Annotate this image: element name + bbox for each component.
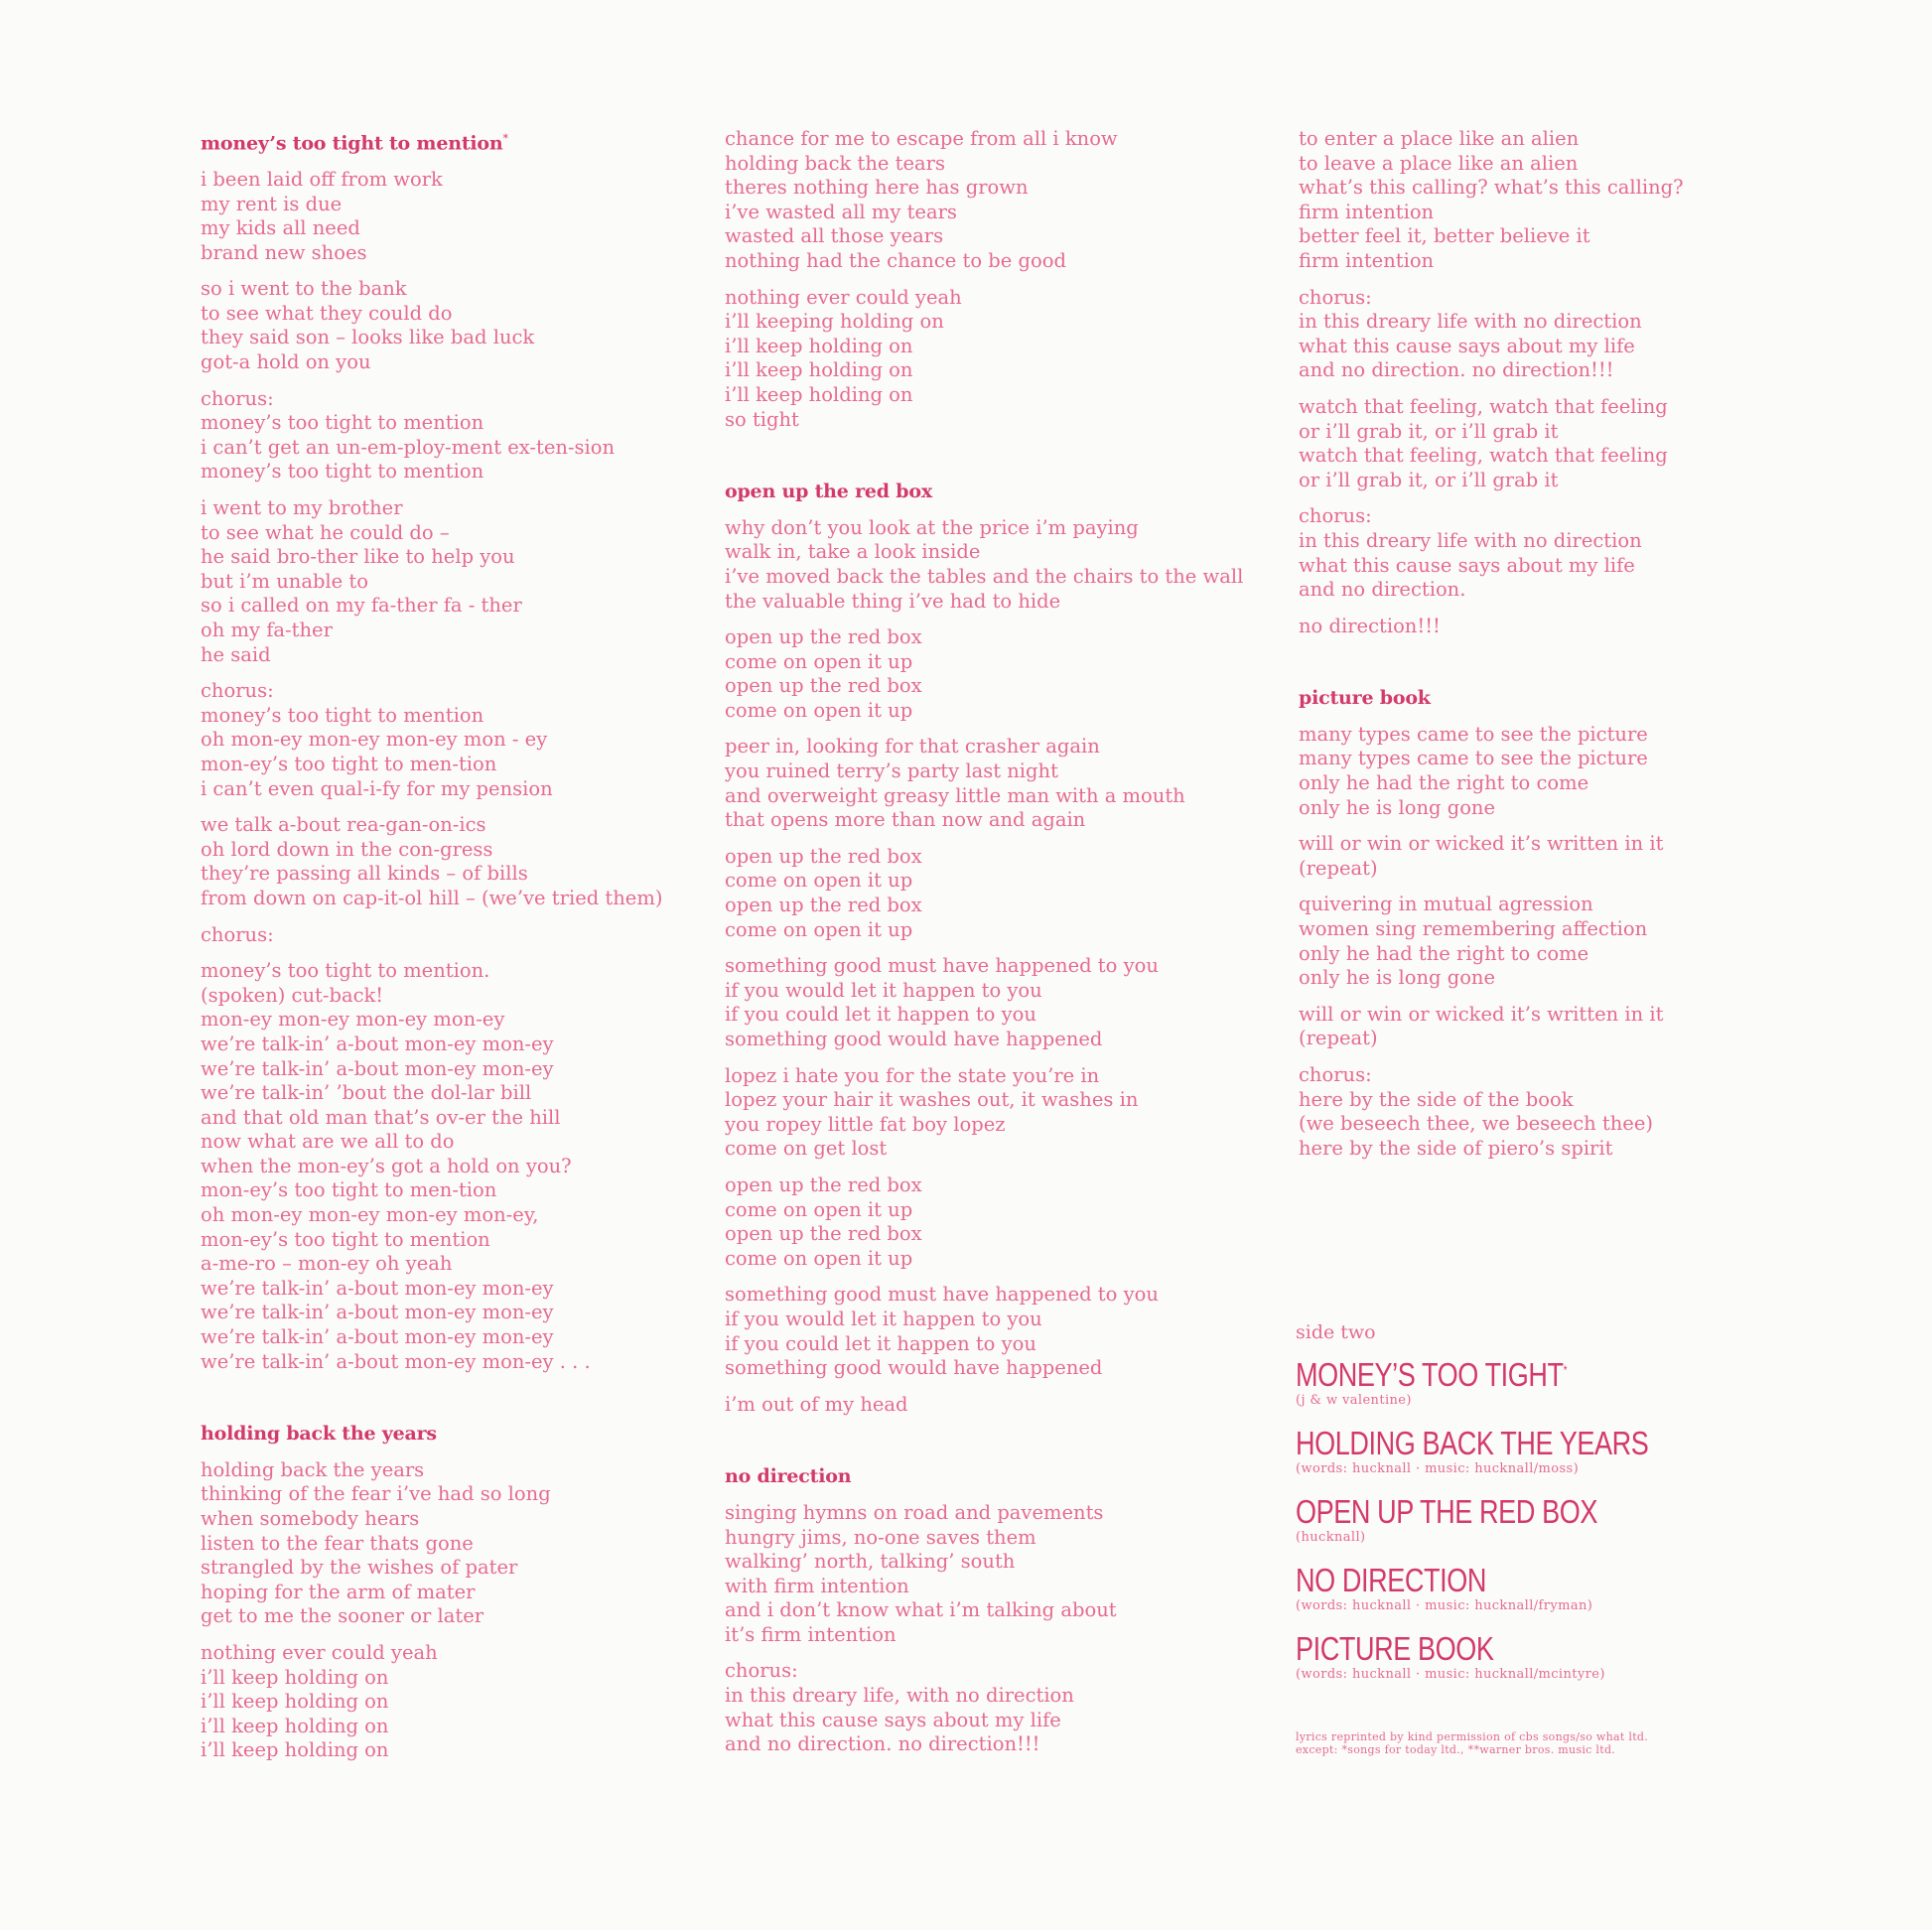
track-list (1296, 1352, 1713, 1683)
lyric-line: money’s too tight to mention (201, 460, 484, 483)
lyric-line: chorus: (201, 679, 274, 703)
stanza (725, 127, 1281, 274)
lyric-line: holding back the years (201, 1457, 425, 1481)
lyric-line: mon-ey’s too tight to men-tion (201, 752, 497, 775)
lyric-line: you ruined terry’s party last night (725, 759, 1058, 783)
lyric-line: i been laid off from work (201, 167, 443, 191)
track-credit: (j & w valentine) (1296, 1393, 1412, 1408)
song-open-up-the-red-box (725, 480, 1281, 1417)
lyric-line: why don’t you look at the price i’m paying (725, 515, 1139, 539)
lyrics-column-2 (725, 127, 1281, 1805)
lyric-line: to leave a place like an alien (1299, 151, 1579, 175)
lyric-line: oh lord down in the con-gress (201, 837, 493, 861)
lyric-line: and no direction. no direction!!! (725, 1732, 1040, 1756)
stanza (1299, 832, 1855, 881)
lyric-line: i can’t get an un-em-ploy-ment ex-ten-sion (201, 435, 616, 459)
stanza (1299, 127, 1855, 274)
lyric-line: something good would have happened (725, 1356, 1103, 1380)
lyric-line: walk in, take a look inside (725, 540, 981, 564)
lyric-line: mon-ey’s too tight to mention (201, 1227, 490, 1251)
song-title: open up the red box (725, 481, 932, 503)
lyric-line: open up the red box (725, 844, 922, 868)
song-moneys-too-tight (201, 127, 757, 1374)
stanza (201, 496, 757, 667)
lyric-line: oh my fa-ther (201, 619, 333, 642)
song-holding-back-the-years-continued (725, 127, 1281, 432)
lyric-line: (repeat) (1299, 1027, 1378, 1050)
stanza (725, 1064, 1281, 1162)
lyric-line: we’re talk-in’ ’bout the dol-lar bill (201, 1081, 532, 1105)
lyric-line: quivering in mutual agression (1299, 893, 1593, 916)
lyric-line: in this dreary life with no direction (1299, 528, 1642, 552)
song-title: no direction (725, 1465, 852, 1488)
lyric-line: got-a hold on you (201, 350, 371, 374)
lyric-line: strangled by the wishes of pater (201, 1556, 518, 1580)
lyric-line: get to me the sooner or later (201, 1604, 484, 1628)
lyric-line: nothing ever could yeah (725, 285, 962, 309)
lyric-line: to see what he could do – (201, 520, 450, 544)
lyric-line: hungry jims, no-one saves them (725, 1525, 1036, 1549)
lyric-line: and no direction. no direction!!! (1299, 358, 1614, 382)
side-label: side two (1296, 1321, 1376, 1343)
track-credit: (hucknall) (1296, 1530, 1366, 1545)
lyric-line: money’s too tight to mention (201, 411, 484, 435)
lyric-line: i’ll keep holding on (201, 1690, 389, 1714)
lyric-line: he said bro-ther like to help you (201, 545, 515, 569)
stanza (725, 286, 1281, 433)
song-title: money’s too tight to mention* (201, 132, 508, 155)
lyric-line: watch that feeling, watch that feeling (1299, 394, 1668, 418)
lyric-line: i can’t even qual-i-fy for my pension (201, 776, 553, 800)
lyric-line: (spoken) cut-back! (201, 983, 384, 1007)
lyric-line: firm intention (1299, 200, 1435, 223)
stanza-group (725, 516, 1281, 1418)
lyric-line: (we beseech thee, we beseech thee) (1299, 1112, 1653, 1136)
lyric-line: lopez your hair it washes out, it washes in (725, 1088, 1139, 1112)
stanza (1299, 615, 1855, 639)
lyric-line: you ropey little fat boy lopez (725, 1112, 1006, 1136)
lyric-line: watch that feeling, watch that feeling (1299, 444, 1668, 468)
lyric-line: theres nothing here has grown (725, 176, 1029, 200)
lyric-line: he said (201, 642, 271, 666)
stanza-group (725, 127, 1281, 432)
stanza (725, 625, 1281, 723)
lyric-line: and i don’t know what i’m talking about (725, 1598, 1117, 1622)
lyric-line: here by the side of the book (1299, 1087, 1574, 1111)
lyric-line: chorus: (1299, 285, 1372, 309)
track-title-text: MONEY’S TOO TIGHT (1296, 1356, 1564, 1393)
track-title (1296, 1626, 1637, 1667)
lyric-line: will or win or wicked it’s written in it (1299, 832, 1664, 856)
lyric-line: oh mon-ey mon-ey mon-ey mon - ey (201, 728, 548, 752)
lyric-line: come on open it up (725, 649, 913, 673)
stanza-group (1299, 723, 1855, 1162)
lyrics-column-1 (201, 127, 757, 1811)
lyric-line: i’ll keep holding on (725, 382, 913, 406)
lyric-line: here by the side of piero’s spirit (1299, 1136, 1613, 1160)
song-no-direction (725, 1464, 1281, 1757)
lyric-line: what this cause says about my life (725, 1708, 1061, 1731)
stanza (725, 735, 1281, 832)
stanza-group (201, 168, 757, 1374)
track-credit: (words: hucknall · music: hucknall/moss) (1296, 1461, 1580, 1476)
lyric-line: singing hymns on road and pavements (725, 1500, 1104, 1524)
stanza (725, 954, 1281, 1051)
lyric-line: wasted all those years (725, 224, 944, 248)
lyric-line: come on open it up (725, 698, 913, 722)
lyric-line: no direction!!! (1299, 614, 1441, 637)
track-title (1296, 1421, 1649, 1461)
track-credit: (words: hucknall · music: hucknall/fryman) (1296, 1598, 1593, 1613)
permission-line: except: *songs for today ltd., **warner bros. music ltd. (1296, 1743, 1616, 1756)
track-item (1296, 1626, 1713, 1683)
lyric-line: hoping for the arm of mater (201, 1580, 476, 1603)
lyric-line: i’ve wasted all my tears (725, 200, 957, 223)
stanza (725, 1659, 1281, 1756)
lyric-line: my kids all need (201, 216, 360, 240)
lyric-line: if you would let it happen to you (725, 978, 1042, 1002)
stanza (201, 923, 757, 948)
stanza (725, 1283, 1281, 1380)
stanza (201, 959, 757, 1374)
lyric-line: or i’ll grab it, or i’ll grab it (1299, 419, 1559, 443)
lyric-line: chance for me to escape from all i know (725, 127, 1118, 150)
lyric-line: when somebody hears (201, 1507, 420, 1531)
lyric-line: chorus: (725, 1659, 798, 1683)
lyric-line: chorus: (201, 922, 274, 946)
lyric-line: to enter a place like an alien (1299, 127, 1580, 150)
lyric-line: that opens more than now and again (725, 808, 1086, 832)
lyric-line: brand new shoes (201, 240, 367, 264)
lyric-line: when the mon-ey’s got a hold on you? (201, 1154, 572, 1177)
stanza (725, 845, 1281, 942)
lyric-line: we’re talk-in’ a-bout mon-ey mon-ey (201, 1276, 554, 1300)
lyric-line: in this dreary life with no direction (1299, 310, 1642, 334)
lyric-line: and overweight greasy little man with a mouth (725, 783, 1185, 807)
lyric-line: something good must have happened to you (725, 1283, 1159, 1307)
stanza (1299, 893, 1855, 990)
lyric-line: and no direction. (1299, 578, 1466, 602)
lyric-line: we’re talk-in’ a-bout mon-ey mon-ey (201, 1056, 554, 1080)
lyric-line: i went to my brother (201, 496, 403, 520)
stanza (1299, 1003, 1855, 1051)
lyric-line: i’ve moved back the tables and the chairs to the wall (725, 564, 1244, 588)
lyric-line: firm intention (1299, 248, 1435, 272)
lyric-line: and that old man that’s ov-er the hill (201, 1105, 561, 1129)
lyric-line: i’ll keep holding on (201, 1738, 389, 1762)
permission-note (1296, 1730, 1713, 1756)
lyric-line: what this cause says about my life (1299, 553, 1635, 577)
lyric-line: only he had the right to come (1299, 941, 1589, 965)
lyric-line: something good would have happened (725, 1028, 1103, 1050)
lyric-line: open up the red box (725, 1172, 922, 1196)
stanza (725, 1173, 1281, 1271)
lyric-line: peer in, looking for that crasher again (725, 735, 1100, 758)
lyric-line: what’s this calling? what’s this calling? (1299, 176, 1684, 200)
lyric-line: i’m out of my head (725, 1392, 908, 1416)
stanza (725, 516, 1281, 614)
stanza-group (201, 1458, 757, 1763)
side-two-tracklist (1296, 1320, 1713, 1756)
lyric-line: walking’ north, talking’ south (725, 1550, 1016, 1574)
song-title: holding back the years (201, 1423, 437, 1446)
lyric-line: chorus: (1299, 504, 1372, 528)
lyric-line: listen to the fear thats gone (201, 1531, 474, 1555)
lyric-line: open up the red box (725, 894, 922, 917)
stanza-group (1299, 127, 1855, 638)
track-item (1296, 1352, 1713, 1409)
stanza (201, 1458, 757, 1629)
stanza (1299, 395, 1855, 492)
lyric-line: (repeat) (1299, 856, 1378, 880)
lyric-line: many types came to see the picture (1299, 747, 1648, 770)
lyric-line: mon-ey’s too tight to men-tion (201, 1178, 497, 1202)
track-title-text: NO DIRECTION (1296, 1562, 1487, 1598)
lyric-line: i’ll keep holding on (201, 1714, 389, 1737)
stanza (201, 387, 757, 484)
lyric-line: money’s too tight to mention (201, 703, 484, 727)
lyric-line: lopez i hate you for the state you’re in (725, 1063, 1100, 1087)
lyric-line: we’re talk-in’ a-bout mon-ey mon-ey (201, 1032, 554, 1055)
lyric-line: chorus: (1299, 1063, 1372, 1086)
stanza (201, 1641, 757, 1763)
stanza (201, 813, 757, 910)
song-picture-book (1299, 686, 1855, 1161)
lyric-line: come on open it up (725, 1246, 913, 1270)
lyric-line: the valuable thing i’ve had to hide (725, 589, 1061, 613)
lyric-line: only he is long gone (1299, 966, 1496, 990)
lyrics-column-3 (1299, 127, 1855, 1208)
track-title (1296, 1352, 1637, 1393)
lyric-line: come on open it up (725, 869, 913, 893)
stanza (1299, 504, 1855, 602)
lyric-line: i’ll keep holding on (201, 1665, 389, 1689)
lyric-line: i’ll keep holding on (725, 358, 913, 382)
lyric-line: we’re talk-in’ a-bout mon-ey mon-ey (201, 1325, 554, 1349)
footnote-mark: * (502, 132, 508, 145)
lyric-line: we’re talk-in’ a-bout mon-ey mon-ey (201, 1301, 554, 1324)
lyric-line: holding back the tears (725, 151, 946, 175)
permission-line: lyrics reprinted by kind permission of cbs songs/so what ltd. (1296, 1730, 1649, 1743)
lyric-line: come on get lost (725, 1137, 888, 1161)
lyric-line: a-me-ro – mon-ey oh yeah (201, 1252, 453, 1276)
footnote-mark: * (1563, 1363, 1568, 1377)
track-credit: (words: hucknall · music: hucknall/mcintyre) (1296, 1667, 1605, 1682)
lyric-line: if you would let it happen to you (725, 1307, 1042, 1330)
lyric-line: we’re talk-in’ a-bout mon-ey mon-ey . . . (201, 1349, 591, 1373)
lyric-line: i’ll keep holding on (725, 334, 913, 357)
lyric-line: better feel it, better believe it (1299, 224, 1590, 248)
stanza (725, 1501, 1281, 1648)
lyric-line: only he is long gone (1299, 795, 1496, 819)
stanza (1299, 723, 1855, 820)
song-title: picture book (1299, 687, 1431, 710)
lyric-line: now what are we all to do (201, 1130, 455, 1154)
lyric-line: mon-ey mon-ey mon-ey mon-ey (201, 1008, 505, 1032)
stanza (725, 1393, 1281, 1418)
lyric-line: nothing had the chance to be good (725, 248, 1066, 272)
lyric-line: open up the red box (725, 674, 922, 698)
lyric-line: we talk a-bout rea-gan-on-ics (201, 813, 486, 837)
stanza (201, 277, 757, 374)
lyric-line: come on open it up (725, 1197, 913, 1221)
lyric-line: so tight (725, 407, 799, 431)
lyric-line: or i’ll grab it, or i’ll grab it (1299, 468, 1559, 491)
lyric-line: in this dreary life, with no direction (725, 1684, 1074, 1708)
stanza (201, 168, 757, 265)
lyric-line: what this cause says about my life (1299, 334, 1635, 357)
lyric-line: thinking of the fear i’ve had so long (201, 1482, 551, 1506)
lyric-line: nothing ever could yeah (201, 1640, 438, 1664)
lyric-line: if you could let it happen to you (725, 1003, 1036, 1027)
stanza (201, 679, 757, 801)
track-title-text: PICTURE BOOK (1296, 1630, 1494, 1667)
lyric-line: my rent is due (201, 192, 343, 215)
track-item (1296, 1421, 1713, 1477)
lyric-line: only he had the right to come (1299, 771, 1589, 795)
lyric-line: oh mon-ey mon-ey mon-ey mon-ey, (201, 1203, 539, 1227)
track-title (1296, 1489, 1637, 1530)
lyric-line: so i called on my fa-ther fa - ther (201, 594, 522, 618)
track-title-text: HOLDING BACK THE YEARS (1296, 1425, 1649, 1461)
lyric-line: if you could let it happen to you (725, 1331, 1036, 1355)
lyric-line: open up the red box (725, 625, 922, 649)
song-no-direction-continued (1299, 127, 1855, 638)
lyric-line: women sing remembering affection (1299, 917, 1648, 941)
lyric-line: money’s too tight to mention. (201, 959, 490, 983)
song-holding-back-the-years (201, 1422, 757, 1763)
lyric-line: with firm intention (725, 1574, 909, 1597)
lyric-line: so i went to the bank (201, 277, 407, 301)
lyric-line: they’re passing all kinds – of bills (201, 862, 528, 886)
lyric-line: open up the red box (725, 1222, 922, 1246)
lyric-line: but i’m unable to (201, 569, 368, 593)
lyric-line: will or win or wicked it’s written in it (1299, 1002, 1664, 1026)
track-item (1296, 1489, 1713, 1546)
stanza (1299, 286, 1855, 383)
lyric-line: come on open it up (725, 917, 913, 941)
lyric-line: something good must have happened to you (725, 954, 1159, 978)
track-title (1296, 1558, 1637, 1598)
track-title-text: OPEN UP THE RED BOX (1296, 1493, 1597, 1530)
stanza-group (725, 1501, 1281, 1757)
lyric-line: from down on cap-it-ol hill – (we’ve tried them) (201, 886, 663, 909)
stanza (1299, 1063, 1855, 1161)
lyric-line: many types came to see the picture (1299, 722, 1648, 746)
lyric-line: to see what they could do (201, 301, 453, 325)
track-item (1296, 1558, 1713, 1614)
lyric-line: chorus: (201, 386, 274, 410)
lyric-line: they said son – looks like bad luck (201, 326, 535, 349)
lyric-line: i’ll keeping holding on (725, 310, 944, 334)
lyric-line: it’s firm intention (725, 1622, 897, 1646)
